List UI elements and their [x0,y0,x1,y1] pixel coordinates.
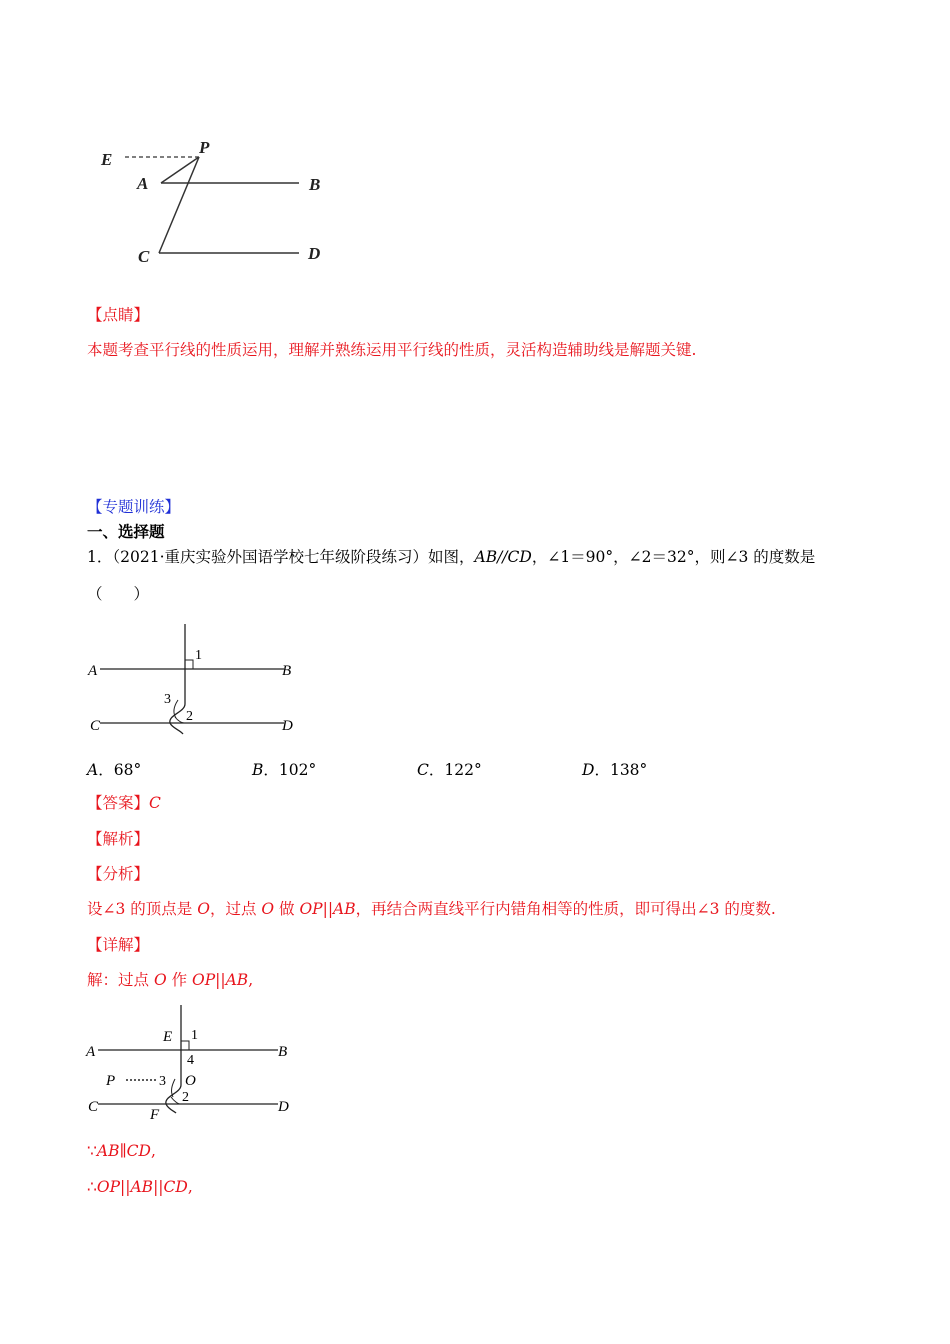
question-1-blank: （ ） [87,585,150,603]
therefore-symbol: ∴ [87,1178,97,1196]
label-e: E [101,150,113,169]
question-parallel: AB//CD [474,548,532,566]
training-tag: 【专题训练】 [87,498,181,516]
parallel-symbol: || [153,1178,164,1196]
punctuation: , [187,1178,193,1196]
answer-value: C [149,794,161,812]
parallel-symbol: ∥ [119,1142,127,1160]
right-angle-mark [181,1041,189,1050]
line-cd: CD [163,1178,188,1196]
angle-3-label: 3 [159,1074,166,1089]
angle-1-label: 1 [195,648,202,663]
line-ab: AB [225,971,249,989]
point-o: O [197,900,210,918]
option-value: 122° [444,761,482,779]
line-op: OP [192,971,216,989]
point-o: O [153,971,167,989]
broken-line [166,1085,181,1113]
label-b: B [309,175,321,194]
line-op: OP [96,1178,121,1196]
fenxi-part: 设∠3 的顶点是 [87,900,198,918]
label-p: P [199,138,210,157]
option-c[interactable] [417,758,482,780]
label-c: C [138,247,150,266]
option-d[interactable] [582,758,647,780]
parallel-symbol: || [120,1178,131,1196]
question-1-stem [87,547,815,567]
question-condition: ，∠1＝90°，∠2＝32°，则∠3 的度数是 [531,548,816,566]
step-therefore [87,1177,193,1197]
jiexi-tag: 【解析】 [87,830,150,848]
xiangjie-part: 解：过点 [87,971,154,989]
question-number: 1． [87,548,113,566]
fenxi-part: ，过点 [209,900,262,918]
broken-line [170,704,185,734]
angle-3-label: 3 [164,692,171,707]
option-a[interactable] [87,758,141,780]
angle-2-label: 2 [186,709,193,724]
parallel-symbol: || [322,900,334,918]
angle-1-label: 1 [191,1028,198,1043]
because-symbol: ∵ [87,1142,97,1160]
label-o: O [185,1073,196,1089]
label-d: D [308,244,321,263]
label-e: E [163,1029,173,1045]
label-f: F [150,1107,160,1123]
line-ab: AB [130,1178,154,1196]
option-value: 102° [278,761,317,779]
label-p: P [106,1073,116,1089]
option-letter: D [582,761,595,779]
line-op: OP [299,900,323,918]
angle-3-arc [174,700,178,718]
question-source: （2021·重庆实验外国语学校七年级阶段练习）如图， [112,548,475,566]
parallel-symbol: || [215,971,226,989]
option-letter: A [87,761,99,779]
fenxi-text [87,899,776,919]
label-b: B [282,663,292,679]
label-a: A [137,174,149,193]
angle-2-arc [171,1097,180,1104]
label-a: A [88,663,98,679]
xiangjie-part: 作 [166,971,193,989]
xiangjie-tag: 【详解】 [87,936,150,954]
line-cd: CD [126,1142,151,1160]
figure-parallel-lines-epab [95,135,335,270]
option-value: 138° [609,761,648,779]
option-letter: B [252,761,264,779]
angle-4-label: 4 [187,1053,194,1068]
point-o: O [261,900,275,918]
figure-solution [86,1003,306,1123]
label-c: C [88,1099,99,1115]
label-c: C [90,718,101,734]
angle-2-label: 2 [182,1090,189,1105]
fenxi-part: 做 [274,900,300,918]
answer-tag: 【答案】 [87,794,150,812]
line-ab: AB [96,1142,120,1160]
step-because [87,1141,156,1161]
label-d: D [278,1099,289,1115]
option-sep: ． [594,761,610,779]
option-sep: ． [263,761,279,779]
option-sep: ． [98,761,114,779]
punctuation: , [150,1142,156,1160]
dianjing-text: 本题考查平行线的性质运用，理解并熟练运用平行线的性质，灵活构造辅助线是解题关键. [87,341,697,359]
section-title: 一、选择题 [87,522,165,541]
label-a: A [86,1044,96,1060]
dianjing-tag: 【点睛】 [87,306,150,324]
option-b[interactable] [252,758,316,780]
xiangjie-part: , [248,971,254,989]
figure-question-1 [88,622,308,737]
line-ab: AB [333,900,356,918]
right-angle-mark [185,660,193,669]
fenxi-part: ，再结合两直线平行内错角相等的性质，即可得出∠3 的度数. [355,900,776,918]
fenxi-tag: 【分析】 [87,865,150,883]
option-value: 68° [113,761,142,779]
xiangjie-line-1 [87,970,253,990]
label-b: B [278,1044,288,1060]
answer-line [87,793,161,813]
option-letter: C [417,761,429,779]
option-sep: ． [428,761,445,779]
angle-2-arc [175,717,184,723]
label-d: D [282,718,293,734]
